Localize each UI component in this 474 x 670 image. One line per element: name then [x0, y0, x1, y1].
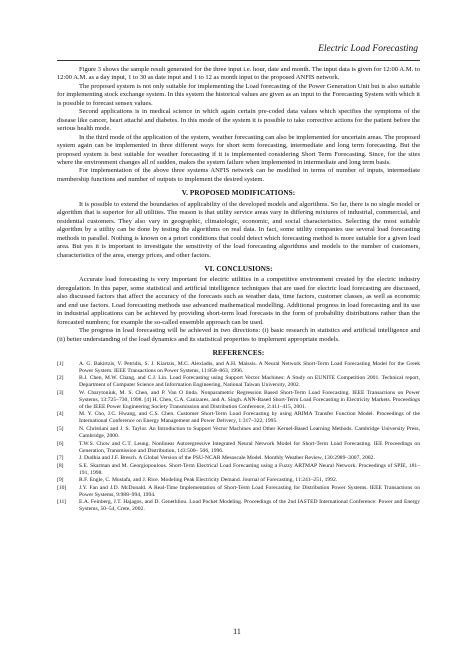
body-paragraph: For implementation of the above three systems ANFIS network can be modified in terms of number of inputs, intermediate membership functions and number of outputs to implement the desired system.: [57, 167, 420, 183]
reference-item: [57, 455, 420, 462]
section-heading-references: REFERENCES:: [212, 349, 265, 358]
reference-item: [57, 426, 420, 440]
body-paragraph: It is possible to extend the boundaries of applicability of the developed models and algorithms. So far, there is no single model or algorithm that is superior for all utilities. The reason is that utility service areas vary in differing mixtures of industrial, commercial, and residential customers. They also vary in geographic, climatologic, economic, and social characteristics. Selecting the most suitable algorithm by a utility can be done by testing the algorithms on real data. In fact, some utility companies use several load forecasting methods in parallel. Nothing is known on a priori conditions that could detect which forecasting method is more suitable for a given load area. But yes it is important to investigate the sensitivity of the load forecasting algorithms and models to the number of customers, characteristics of the area, energy prices, and other factors.: [57, 200, 420, 259]
reference-item: [57, 463, 420, 477]
reference-text: M. Y. Cho, J.C. Hwang, and C.S. Chen. Customer Short-Term Load Forecasting by using ARIMA Transfer Function Model. Proceedings of the International Conference on Energy Management and Power Delivery, 1:317–322, 1995.: [79, 411, 420, 425]
reference-number: [10]: [57, 484, 67, 491]
reference-text: W. Charytoniuk, M. S. Chen, and P. Van O linda. Nonparametric Regression Based Short-Term Load Forecasting. IEEE Transactions on Power Systems, 13:725–730, 1998. [4] H. Chen, C.A. Canizares, and A. Singh. ANN-Based Short-Term Load Forecasting in Electricity Markets. Proceedings of the IEEE Power Engineering Society Transmission and Distribution Conference, 2:411–415, 2001.: [79, 389, 420, 410]
reference-text: J.Y. Fan and J.D. McDonald. A Real-Time Implementation of Short-Term Load Forecasting for Distribution Power Systems. IEEE Transactions on Power Systems, 9:988–994, 1994.: [79, 484, 420, 498]
body-paragraph: The proposed system is not only suitable for implementing the Load forecasting of the Power Generation Unit but is also suitable for implementing stock exchange system. In this system the historical values are given as an input to the Forecasting System with which it is possible to forecast sensex values.: [57, 82, 420, 107]
reference-number: [5]: [57, 425, 64, 432]
body-paragraph: In the third mode of the application of the system, weather forecasting can also be implemented for uncertain areas. The proposed system again can be implemented in three different ways for short term forecasting, intermediate and long term forecasting. But the proposed system is best suitable for weather forecasting if it is implemented considering Short Term Forecasting. Since, for the sites where the environment changes all of sudden, makes the system failure when implemented in intermediate and long term basis.: [57, 133, 420, 166]
running-title: Electric Load Forecasting: [318, 44, 418, 54]
reference-item: [57, 477, 420, 484]
reference-item: [57, 411, 420, 425]
reference-number: [2]: [57, 375, 64, 382]
reference-number: [9]: [57, 477, 64, 484]
reference-number: [1]: [57, 360, 64, 367]
body-paragraph: Accurate load forecasting is very important for electric utilities in a competitive environment created by the electric industry deregulation. In this paper, some statistical and artificial intelligence techniques that are used for electric load forecasting are discussed, also discussed factors that affect the accuracy of the forecasts such as weather data, time factors, customer classes, as well as economic and end use factors. Load forecasting methods use advanced mathematical modelling. Additional progress in load forecasting and its use in industrial applications can be achieved by providing short-term load forecasts in the form of probability distributions rather than the forecasted numbers; for example the so-called ensemble approach can be used.: [57, 276, 420, 326]
reference-number: [11]: [57, 499, 67, 506]
reference-item: [57, 485, 420, 499]
body-paragraph: The progress in load forecasting will be achieved in two directions: (i) basic research in statistics and artificial intelligence and (ii) better understanding of the load dynamics and its statistical properties to implement appropriate models.: [57, 327, 420, 343]
reference-number: [4]: [57, 411, 64, 418]
reference-text: A. G. Bakirtzis, V. Petridis, S. J. Kiartzis, M.C. Alexiadis, and A.H. Maissis. A Neural Network Short-Term Load Forecasting Model for the Greek Power System. IEEE Transactions on Power Systems, 11:858–863, 1996.: [79, 360, 420, 374]
reference-number: [3]: [57, 389, 64, 396]
reference-item: [57, 375, 420, 389]
reference-text: R.F. Engle, C. Mustafa, and J. Rice. Modeling Peak Electricity Demand. Journal of Forecasting, 11:241–251, 1992.: [79, 477, 338, 484]
page-body: [57, 66, 420, 514]
header-rule: [57, 60, 420, 61]
reference-number: [6]: [57, 440, 64, 447]
reference-text: N. Christiani and J. S. Taylor. An Introduction to Support Vector Machines and Other Kernel-Based Learning Methods. Cambridge University Press, Cambridge, 2000.: [79, 425, 420, 439]
reference-list: [57, 361, 420, 514]
reference-number: [7]: [57, 455, 64, 462]
section-heading-conclusions: VI. CONCLUSIONS:: [204, 264, 273, 273]
reference-item: [57, 441, 420, 455]
reference-item: [57, 499, 420, 513]
reference-item: [57, 361, 420, 375]
page-number: 11: [233, 627, 241, 636]
body-paragraph: Second applications is in medical science in which again certain pre-coded data values which specifies the symptoms of the disease like cancer, heart attaché and diabetes. In this mode of the system it is possible to take corrective actions for the patient before the serious health mode.: [57, 108, 420, 133]
section-heading-proposed-modifications: V. PROPOSED MODIFICATIONS:: [181, 189, 296, 198]
reference-text: E.A. Feinberg, J.T. Hajagos, and D. Genethliou. Load Pocket Modeling. Proceedings of the 2nd IASTED International Conference: Power and Energy Systems, 50–54, Crete, 2002.: [79, 499, 420, 513]
reference-number: [8]: [57, 462, 64, 469]
reference-text: S.E. Skarman and M. Georgiopoulous. Short-Term Electrical Load Forecasting using a Fuzzy ARTMAP Neural Network. Proceedings of SPIE, 181–191, 1998.: [79, 462, 420, 476]
reference-text: B.J. Chen, M.W. Chang, and C.J. Lin. Load Forecasting using Support Vector Machines: A Study on EUNITE Competition 2001. Technical report, Department of Computer Science and Information Engineering, National Taiwan University, 2002.: [79, 375, 420, 389]
reference-text: J. Dudhia and J.F. Bresch. A Global Version of the PSU-NCAR Mesoscale Model. Monthly Weather Review, 130:2989–3007, 2002.: [79, 455, 375, 462]
body-paragraph: Figure 3 shows the sample result generated for the three input i.e. hour, date and month. The input data is given for 12:00 A.M. to 12:00 A.M. as a day input, 1 to 30 as date input and 1 to 12 as month input to the proposed ANFIS network.: [57, 66, 420, 82]
reference-text: T.W.S. Chow and C.T. Leung. Nonlinear Autoregressive Integrated Neural Network Model for Short-Term Load Forecasting. IEE Proceedings on Generation, Transmission and Distribution, 143:500– 506, 1996.: [79, 440, 420, 454]
reference-item: [57, 390, 420, 411]
